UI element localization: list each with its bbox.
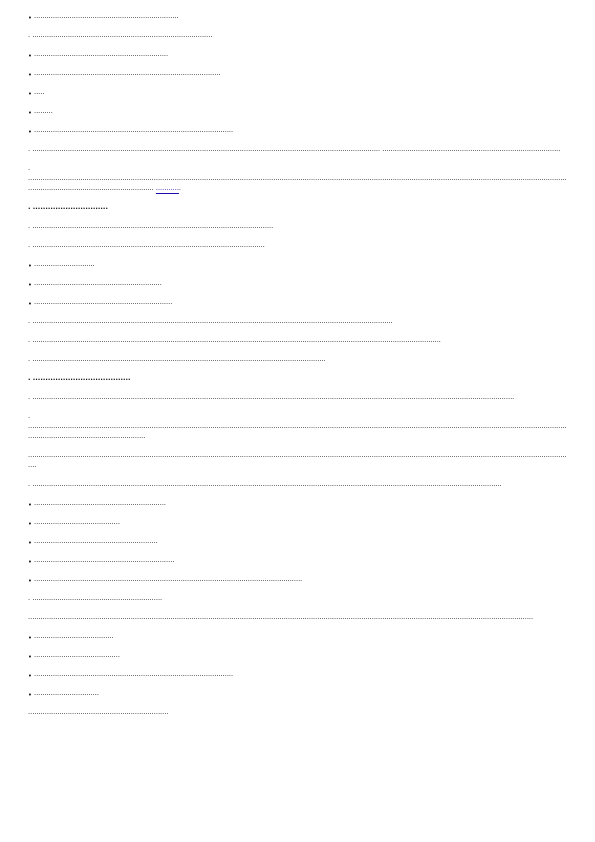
paragraph [28, 500, 567, 510]
paragraph-text: · [178, 186, 182, 194]
paragraph-text: • ··························································· [28, 539, 158, 547]
paragraph [28, 280, 567, 290]
paragraph [28, 709, 567, 719]
paragraph [28, 337, 567, 347]
paragraph [28, 394, 567, 404]
paragraph [28, 261, 567, 271]
paragraph-text: • ····· [28, 90, 45, 98]
paragraph-text: • ······························································· [28, 501, 167, 509]
paragraph [28, 671, 567, 681]
paragraph-text: · ······································· [28, 376, 131, 384]
section-heading [28, 204, 567, 214]
paragraph [28, 633, 567, 643]
paragraph-text: ··································································· [28, 710, 169, 718]
document-link[interactable]: ··········· [155, 186, 179, 194]
paragraph [28, 165, 567, 195]
paragraph-text: · ··················································································································· [28, 224, 274, 232]
paragraph [28, 89, 567, 99]
paragraph [28, 127, 567, 137]
paragraph [28, 481, 567, 491]
paragraph-text: • ········································· [28, 520, 120, 528]
paragraph-text: ····································································································································································································································································· [28, 453, 567, 471]
paragraph-text: • ························································································· [28, 71, 221, 79]
paragraph-text: • ········································· [28, 653, 120, 661]
paragraph [28, 452, 567, 472]
paragraph-text: • ····································································· [28, 14, 179, 22]
paragraph [28, 690, 567, 700]
section-heading [28, 375, 567, 385]
paragraph-text: · ············································································································································ [28, 357, 326, 365]
paragraph [28, 108, 567, 118]
paragraph-text: • ································································································································ [28, 577, 303, 585]
paragraph-text: • ································································ [28, 52, 169, 60]
paragraph-text: · ······························ [28, 205, 108, 213]
paragraph [28, 146, 567, 156]
paragraph [28, 652, 567, 662]
paragraph [28, 595, 567, 605]
paragraph-text: · ······················································································ [28, 33, 213, 41]
paragraph [28, 557, 567, 567]
paragraph [28, 576, 567, 586]
paragraph-text: · ··································································································································································································· [28, 338, 441, 346]
paragraph-text: · ··············································································································· [28, 243, 265, 251]
paragraph [28, 51, 567, 61]
paragraph-text: • ····························· [28, 262, 95, 270]
paragraph-text: ················································································································································································································································· [28, 615, 534, 623]
paragraph [28, 13, 567, 23]
document-body [28, 13, 567, 719]
paragraph-text: • ········· [28, 109, 53, 117]
paragraph-text: · ····························································································································································································································································································································· [28, 166, 567, 194]
paragraph [28, 299, 567, 309]
paragraph [28, 32, 567, 42]
paragraph-text: · ························································································································································································································································································································· [28, 414, 567, 442]
paragraph [28, 413, 567, 443]
paragraph-text: · ······································································································································································································································ [28, 395, 515, 403]
paragraph [28, 70, 567, 80]
paragraph [28, 519, 567, 529]
paragraph-text: · ······································································································································································ ····················································································· [28, 147, 561, 155]
paragraph-text: • ······························· [28, 691, 99, 699]
paragraph-text: • ·································································· [28, 300, 173, 308]
paragraph [28, 614, 567, 624]
paragraph-text: • ····························································· [28, 281, 162, 289]
paragraph-text: • ······························································································· [28, 128, 234, 136]
paragraph [28, 242, 567, 252]
paragraph-text: • ······································ [28, 634, 114, 642]
paragraph-text: • ··································································· [28, 558, 175, 566]
paragraph-text: · ············································································································································································ [28, 319, 393, 327]
paragraph [28, 538, 567, 548]
paragraph [28, 223, 567, 233]
paragraph-text: · ································································································································································································································ [28, 482, 502, 490]
paragraph-text: · ······························································ [28, 596, 163, 604]
paragraph [28, 356, 567, 366]
paragraph-text: • ······························································································· [28, 672, 234, 680]
paragraph [28, 318, 567, 328]
